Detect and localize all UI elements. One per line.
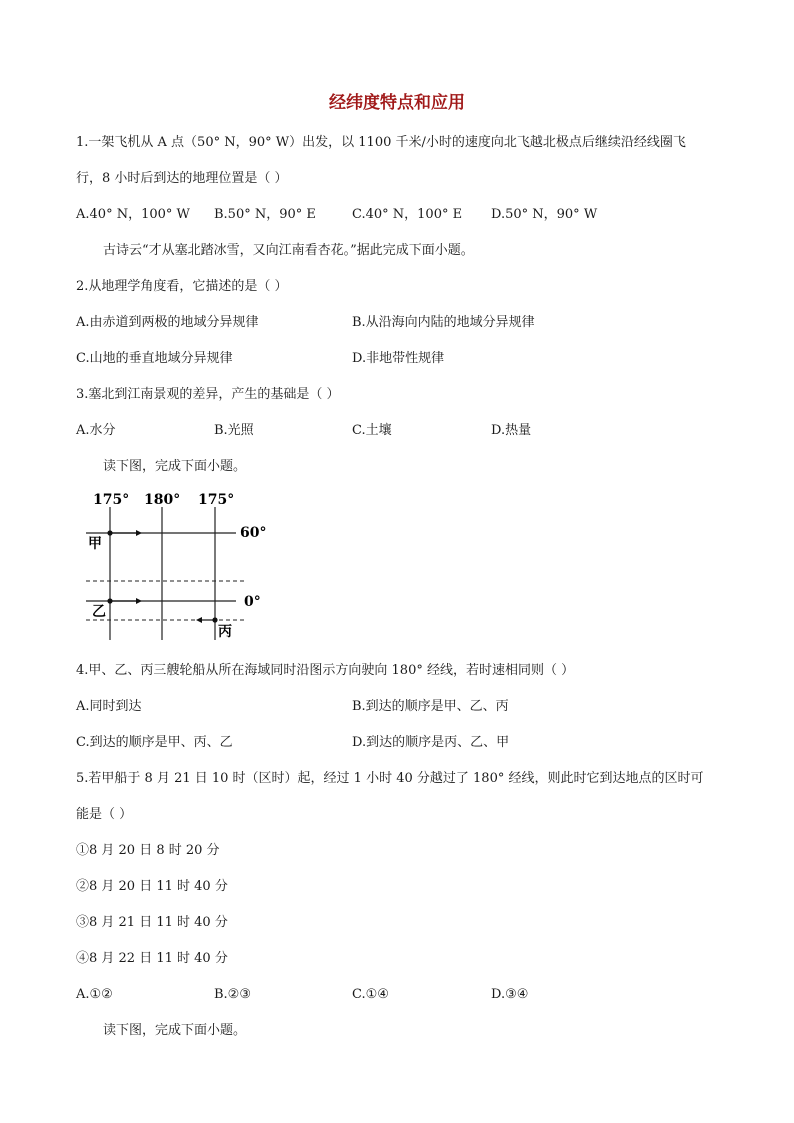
q4-option-b: B.到达的顺序是甲、乙、丙 xyxy=(352,699,509,714)
q4-intro: 读下图，完成下面小题。 xyxy=(103,459,247,474)
ship-bing-arrowhead xyxy=(196,617,202,623)
q5-item-2: ②8 月 20 日 11 时 40 分 xyxy=(76,879,228,894)
lon-label-180: 180° xyxy=(144,492,181,508)
q1-option-b: B.50° N，90° E xyxy=(214,207,316,222)
q3-option-a: A.水分 xyxy=(76,423,116,438)
ship-jia-dot xyxy=(107,530,112,535)
q1-stem-line2: 行，8 小时后到达的地理位置是（ ） xyxy=(76,171,288,186)
ship-yi-arrowhead xyxy=(136,598,142,604)
page-title: 经纬度特点和应用 xyxy=(329,93,465,113)
longitude-latitude-diagram xyxy=(78,490,278,645)
q5-item-3: ③8 月 21 日 11 时 40 分 xyxy=(76,915,228,930)
q1-option-d: D.50° N，90° W xyxy=(491,207,598,222)
ship-label-bing: 丙 xyxy=(218,624,232,640)
q3-option-b: B.光照 xyxy=(214,423,254,438)
q5-item-1: ①8 月 20 日 8 时 20 分 xyxy=(76,843,220,858)
q2-stem: 2.从地理学角度看，它描述的是（ ） xyxy=(76,279,288,294)
q3-option-c: C.土壤 xyxy=(352,423,392,438)
q5-option-d: D.③④ xyxy=(491,987,529,1002)
lat-label-0: 0° xyxy=(244,594,261,610)
q5-option-b: B.②③ xyxy=(214,987,251,1002)
q1-stem-line1: 1.一架飞机从 A 点（50° N，90° W）出发，以 1100 千米/小时的速度向北飞越北极点后继续沿经线圈飞 xyxy=(76,135,686,150)
q2-option-c: C.山地的垂直地域分异规律 xyxy=(76,351,233,366)
ship-label-yi: 乙 xyxy=(92,604,106,620)
q2-intro: 古诗云“才从塞北踏冰雪，又向江南看杏花。”据此完成下面小题。 xyxy=(103,243,474,258)
q5-option-a: A.①② xyxy=(76,987,113,1002)
ship-label-jia: 甲 xyxy=(88,536,102,552)
q5-option-c: C.①④ xyxy=(352,987,389,1002)
q2-option-b: B.从沿海向内陆的地域分异规律 xyxy=(352,315,535,330)
q4-option-c: C.到达的顺序是甲、丙、乙 xyxy=(76,735,233,750)
lat-label-60: 60° xyxy=(240,525,267,541)
lon-label-right: 175° xyxy=(198,492,235,508)
q5-item-4: ④8 月 22 日 11 时 40 分 xyxy=(76,951,228,966)
q5-stem-line2: 能是（ ） xyxy=(76,807,133,822)
q5-stem-line1: 5.若甲船于 8 月 21 日 10 时（区时）起，经过 1 小时 40 分越过了 180° 经线，则此时它到达地点的区时可 xyxy=(76,771,704,786)
q4-option-a: A.同时到达 xyxy=(76,699,142,714)
q2-option-a: A.由赤道到两极的地域分异规律 xyxy=(76,315,259,330)
next-intro: 读下图，完成下面小题。 xyxy=(103,1023,247,1038)
q4-option-d: D.到达的顺序是丙、乙、甲 xyxy=(352,735,510,750)
ship-yi-dot xyxy=(107,598,112,603)
q1-option-c: C.40° N，100° E xyxy=(352,207,463,222)
ship-bing-dot xyxy=(212,617,217,622)
ship-jia-arrowhead xyxy=(136,530,142,536)
q1-option-a: A.40° N，100° W xyxy=(76,207,190,222)
q2-option-d: D.非地带性规律 xyxy=(352,351,445,366)
q3-stem: 3.塞北到江南景观的差异，产生的基础是（ ） xyxy=(76,387,340,402)
q4-stem: 4.甲、乙、丙三艘轮船从所在海域同时沿图示方向驶向 180° 经线，若时速相同则（ ） xyxy=(76,663,575,678)
lon-label-left: 175° xyxy=(93,492,130,508)
q3-option-d: D.热量 xyxy=(491,423,532,438)
